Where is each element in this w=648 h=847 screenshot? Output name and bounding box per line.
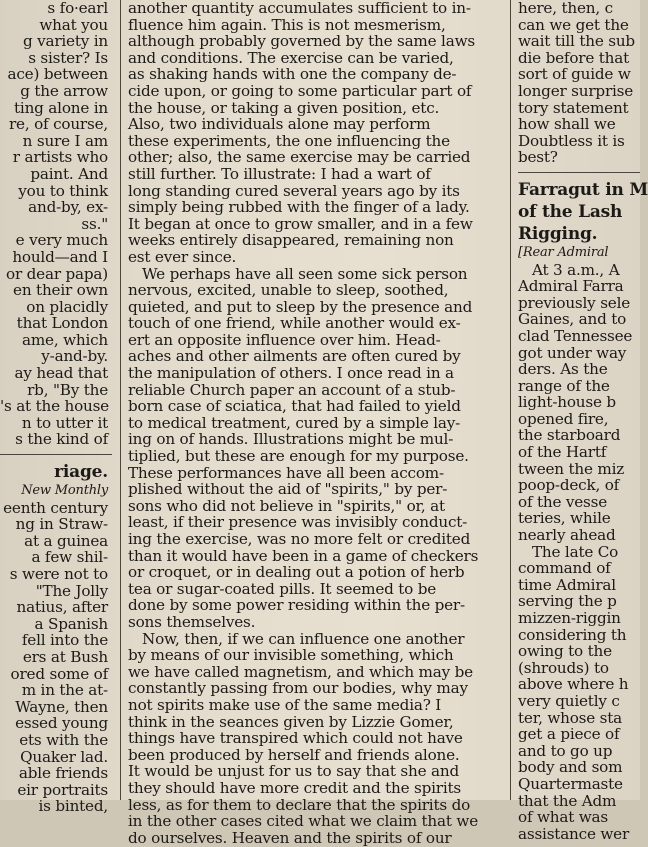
text-line: natius, after xyxy=(16,598,108,617)
text-line: less, as for them to declare that the spirits do xyxy=(128,795,471,814)
text-line: aches and other ailments are often cured by xyxy=(128,347,461,366)
text-line: got under way xyxy=(518,343,627,362)
text-line: and-by, ex- xyxy=(28,198,108,217)
text-line: tiplied, but these are enough for my purpose. xyxy=(128,447,469,466)
text-line: ting alone in xyxy=(14,98,108,117)
text-line: Also, two individuals alone may perform xyxy=(128,115,431,134)
text-line: another quantity accumulates sufficient to in- xyxy=(128,0,471,17)
section-divider xyxy=(0,454,112,455)
text-line: time Admiral xyxy=(518,575,616,594)
text-line: think in the seances given by Lizzie Gomer, xyxy=(128,712,454,731)
text-line: assistance wer xyxy=(518,824,630,843)
text-line: tea or sugar-coated pills. It seemed to be xyxy=(128,579,437,598)
left-column xyxy=(0,0,112,816)
text-line: ss." xyxy=(81,214,108,233)
text-line: is binted, xyxy=(38,797,108,816)
text-line: quieted, and put to sleep by the presence and xyxy=(128,297,473,316)
text-line: long standing cured several years ago by its xyxy=(128,181,460,200)
text-line: they should have more credit and the spirits xyxy=(128,778,461,797)
text-line: in the other cases cited what we claim that we xyxy=(128,812,478,831)
text-line: e very much xyxy=(15,231,108,250)
text-line: ay head that xyxy=(14,364,108,383)
text-line: that the Adm xyxy=(518,791,617,810)
text-line: what you xyxy=(39,15,108,34)
text-line: constantly passing from our bodies, why may xyxy=(128,679,468,698)
text-line: as shaking hands with one the company de- xyxy=(128,65,457,84)
text-line: or croquet, or in dealing out a potion of herb xyxy=(128,563,465,582)
text-line: m in the at- xyxy=(21,681,108,700)
text-line: mizzen-riggin xyxy=(518,609,621,627)
text-line: ers at Bush xyxy=(22,647,108,666)
text-line: body and som xyxy=(518,758,623,777)
text-line: ng in Straw- xyxy=(15,515,108,534)
column-rule-right xyxy=(510,0,511,800)
text-line: the manipulation of others. I once read in a xyxy=(128,364,454,383)
text-line: r artists who xyxy=(12,148,108,167)
text-line: weeks entirely disappeared, remaining non xyxy=(128,231,454,250)
text-line: of the vesse xyxy=(518,492,608,511)
text-line: poop-deck, of xyxy=(518,476,620,495)
text-line: or dear papa) xyxy=(6,264,108,283)
text-line: you to think xyxy=(18,181,108,200)
text-line: get a piece of xyxy=(518,725,620,744)
text-line: paint. And xyxy=(30,164,108,183)
text-line: y-and-by. xyxy=(41,347,108,366)
text-line: although probably governed by the same laws xyxy=(128,32,475,51)
text-line: to medical treatment, cured by a simple lay- xyxy=(128,413,461,432)
text-line: these experiments, the one influencing the xyxy=(128,131,450,150)
text-line: on placidly xyxy=(26,297,108,316)
text-line: These performances have all been accom- xyxy=(128,463,444,482)
text-line: owing to the xyxy=(518,642,612,661)
text-line: reliable Church paper an account of a stub- xyxy=(128,380,456,399)
text-line: longer surprise xyxy=(518,81,634,100)
text-line: fluence him again. This is not mesmerism, xyxy=(128,15,446,34)
section-divider xyxy=(518,172,640,173)
text-line: Quaker lad. xyxy=(20,747,108,766)
text-line: light-house b xyxy=(518,393,616,412)
text-line: able friends xyxy=(18,764,108,783)
text-line: do ourselves. Heaven and the spirits of our xyxy=(128,828,452,847)
text-line: (shrouds) to xyxy=(518,658,609,677)
text-line: a few shil- xyxy=(31,548,108,567)
text-line: that London xyxy=(16,314,108,333)
text-line: eir portraits xyxy=(17,780,108,799)
text-line: range of the xyxy=(518,376,610,395)
text-line: 's at the house xyxy=(0,397,109,416)
text-line: g variety in xyxy=(22,32,108,51)
text-line: The late Co xyxy=(532,542,619,561)
text-line: ing on of hands. Illustrations might be mul- xyxy=(128,430,454,449)
text-line: still further. To illustrate: I had a wart of xyxy=(128,164,431,183)
column-rule-left xyxy=(120,0,121,800)
text-line: nervous, excited, unable to sleep, soothed, xyxy=(128,281,449,300)
article-source: New Monthly xyxy=(21,483,108,499)
text-line: s were not to xyxy=(9,565,108,583)
text-line: "The Jolly xyxy=(35,581,108,600)
text-line: ame, which xyxy=(21,330,108,349)
text-line: We perhaps have all seen some sick person xyxy=(142,264,468,283)
text-line: considering th xyxy=(518,625,627,644)
text-line: essed young xyxy=(15,714,108,733)
text-line: It would be unjust for us to say that she and xyxy=(128,762,459,781)
text-line: than it would have been in a game of checkers xyxy=(128,546,479,565)
text-line: rb, "By the xyxy=(27,380,108,399)
text-line: and conditions. The exercise can be varied, xyxy=(128,48,454,67)
text-line: ored some of xyxy=(10,664,108,683)
text-line: s sister? Is xyxy=(28,48,108,67)
text-line: s fo·earl xyxy=(47,0,108,17)
text-line: simply being rubbed with the finger of a lady. xyxy=(128,198,470,217)
article-heading: Rigging. xyxy=(518,223,598,244)
text-line: of what was xyxy=(518,808,609,827)
text-line: the house, or taking a given position, etc. xyxy=(128,98,440,117)
text-line: cide upon, or going to some particular part of xyxy=(128,81,472,100)
text-line: least, if their presence was invisibly conduct- xyxy=(128,513,468,532)
text-line: ert an opposite influence over him. Head- xyxy=(128,330,441,349)
text-line: command of xyxy=(518,559,611,578)
text-line: s the kind of xyxy=(15,430,108,449)
text-line: en their own xyxy=(13,281,108,300)
text-line: born case of sciatica, that had failed to yield xyxy=(128,397,461,416)
text-line: sons who did not believe in "spirits," or, at xyxy=(128,496,445,515)
text-line: and to go up xyxy=(518,741,613,760)
text-line: by means of our invisible something, which xyxy=(128,646,454,665)
text-line: opened fire, xyxy=(518,409,609,428)
right-column xyxy=(518,0,648,843)
text-line: nearly ahead xyxy=(518,526,616,545)
text-line: sons themselves. xyxy=(128,612,256,631)
text-line: Wayne, then xyxy=(15,697,108,716)
text-line: est ever since. xyxy=(128,247,237,266)
text-line: plished without the aid of "spirits," by per- xyxy=(128,480,448,499)
text-line: eenth century xyxy=(3,498,108,517)
text-line: teries, while xyxy=(518,509,611,528)
text-line: can we get the xyxy=(518,15,629,34)
text-line: above where h xyxy=(518,675,629,694)
text-line: clad Tennessee xyxy=(518,326,633,345)
text-line: done by some power residing within the per- xyxy=(128,596,465,615)
text-line: touch of one friend, while another would ex- xyxy=(128,314,461,333)
article-heading: Farragut in M xyxy=(518,179,648,200)
text-line: ing the exercise, was no more felt or credited xyxy=(128,530,471,548)
article-heading: riage. xyxy=(54,462,108,483)
text-line: at a guinea xyxy=(24,531,108,550)
text-line: of the Hartf xyxy=(518,443,607,462)
text-line: things have transpired which could not have xyxy=(128,729,463,748)
text-line: wait till the sub xyxy=(518,32,635,51)
text-line: Doubtless it is xyxy=(518,131,625,150)
text-line: other; also, the same exercise may be carried xyxy=(128,148,471,167)
text-line: Gaines, and to xyxy=(518,310,627,329)
text-line: previously sele xyxy=(518,293,631,312)
text-line: tween the miz xyxy=(518,459,625,478)
text-line: n to utter it xyxy=(21,413,108,432)
text-line: been produced by herself and friends alone. xyxy=(128,745,460,764)
middle-column xyxy=(128,0,502,847)
text-line: g the arrow xyxy=(20,81,108,100)
text-line: Admiral Farra xyxy=(518,277,624,296)
text-line: re, of course, xyxy=(9,115,108,134)
text-line: best? xyxy=(518,148,558,167)
text-line: how shall we xyxy=(518,115,616,134)
text-line: very quietly c xyxy=(518,691,620,710)
text-line: At 3 a.m., A xyxy=(532,260,620,279)
text-line: tory statement xyxy=(518,98,629,117)
text-line: It began at once to grow smaller, and in a few xyxy=(128,214,473,233)
text-line: not spirits make use of the same media? I xyxy=(128,695,442,714)
text-line: ter, whose sta xyxy=(518,708,623,727)
text-line: serving the p xyxy=(518,592,617,611)
text-line: ets with the xyxy=(19,730,108,749)
text-line: we have called magnetism, and which may be xyxy=(128,662,473,681)
text-line: sort of guide w xyxy=(518,65,631,84)
text-line: the starboard xyxy=(518,426,621,445)
text-line: fell into the xyxy=(21,631,108,650)
article-heading: of the Lash xyxy=(518,201,623,222)
text-line: here, then, c xyxy=(518,0,613,17)
text-line: die before that xyxy=(518,48,629,67)
text-line: a Spanish xyxy=(34,614,108,633)
text-line: Quartermaste xyxy=(518,774,623,793)
text-line: ders. As the xyxy=(518,360,608,379)
text-line: hould—and I xyxy=(12,247,108,266)
article-source: [Rear Admiral xyxy=(518,244,609,260)
text-line: ace) between xyxy=(7,65,108,84)
text-line: Now, then, if we can influence one another xyxy=(142,629,465,648)
text-line: n sure I am xyxy=(22,131,108,150)
